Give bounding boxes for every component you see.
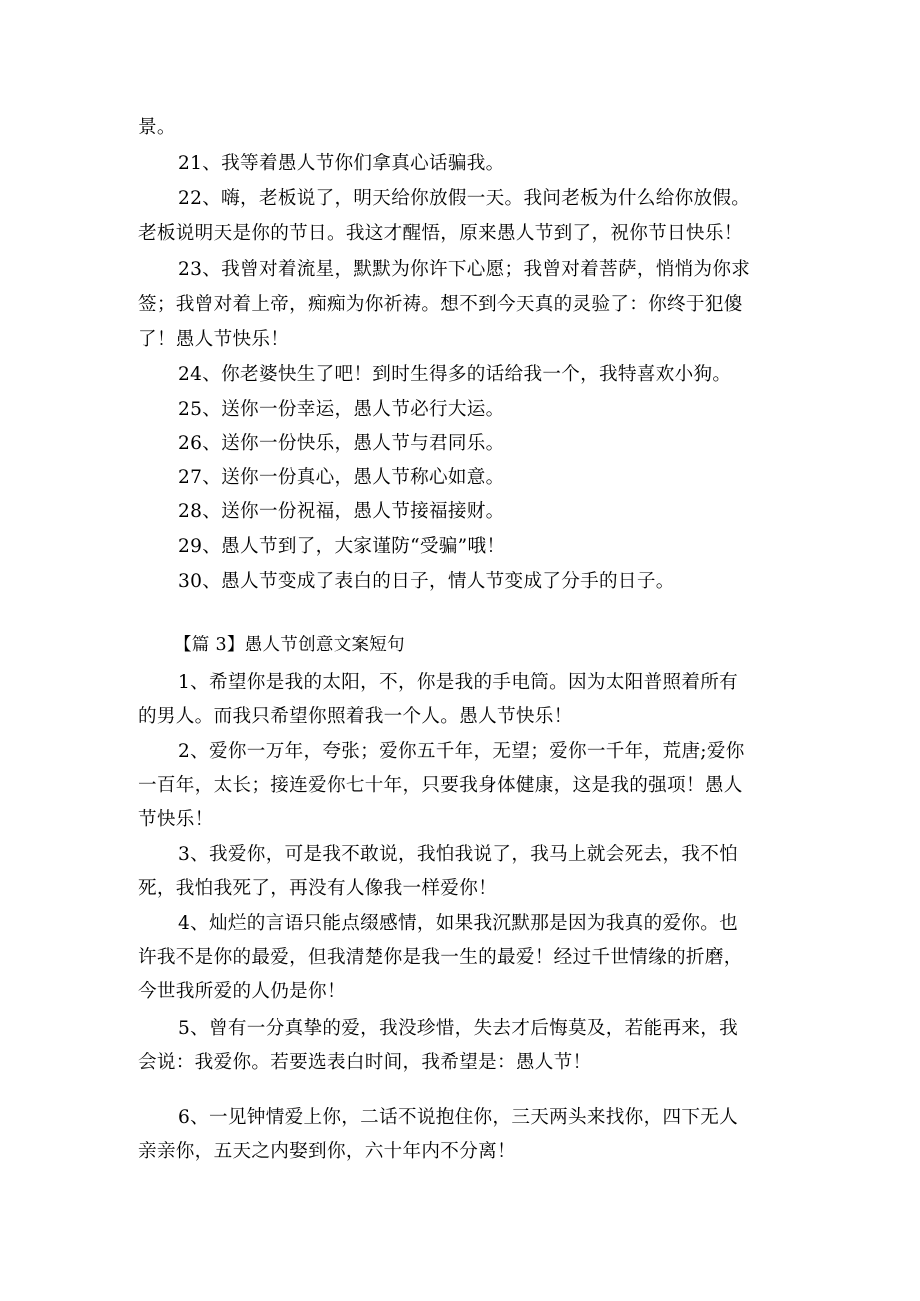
- text-line: 26、送你一份快乐，愚人节与君同乐。: [178, 433, 505, 454]
- text-line: 今世我所爱的人仍是你！: [138, 981, 346, 1002]
- text-line: 5、曾有一分真挚的爱，我没珍惜，失去才后悔莫及，若能再来，我: [178, 1018, 739, 1039]
- text-line: 2、爱你一万年，夸张；爱你五千年，无望；爱你一千年，荒唐;爱你: [178, 741, 745, 762]
- text-line: 亲亲你，五天之内娶到你，六十年内不分离！: [138, 1141, 516, 1162]
- text-line: 22、嗨，老板说了，明天给你放假一天。我问老板为什么给你放假。: [178, 188, 751, 209]
- text-line: 24、你老婆快生了吧！到时生得多的话给我一个，我特喜欢小狗。: [178, 364, 732, 385]
- text-line: 6、一见钟情爱上你，二话不说抱住你，三天两头来找你，四下无人: [178, 1107, 739, 1128]
- text-line: 了！愚人节快乐！: [138, 329, 290, 350]
- text-line: 景。: [138, 117, 176, 138]
- text-line: 许我不是你的最爱，但我清楚你是我一生的最爱！经过千世情缘的折磨，: [138, 947, 743, 968]
- text-line: 的男人。而我只希望你照着我一个人。愚人节快乐！: [138, 706, 573, 727]
- text-line: 27、送你一份真心，愚人节称心如意。: [178, 467, 505, 488]
- text-line: 28、送你一份祝福，愚人节接福接财。: [178, 501, 505, 522]
- text-line: 21、我等着愚人节你们拿真心话骗我。: [178, 153, 505, 174]
- text-line: 会说：我爱你。若要选表白时间，我希望是：愚人节！: [138, 1052, 592, 1073]
- text-line: 节快乐！: [138, 809, 214, 830]
- text-line: 23、我曾对着流星，默默为你许下心愿；我曾对着菩萨，悄悄为你求: [178, 259, 751, 280]
- text-line: 29、愚人节到了，大家谨防“受骗”哦！: [178, 536, 506, 557]
- text-line: 4、灿烂的言语只能点缀感情，如果我沉默那是因为我真的爱你。也: [178, 913, 739, 934]
- text-line: 1、希望你是我的太阳，不，你是我的手电筒。因为太阳普照着所有: [178, 672, 739, 693]
- text-line: 30、愚人节变成了表白的日子，情人节变成了分手的日子。: [178, 571, 675, 592]
- text-line: 死，我怕我死了，再没有人像我一样爱你！: [138, 878, 497, 899]
- text-line: 老板说明天是你的节日。我这才醒悟，原来愚人节到了，祝你节日快乐！: [138, 223, 743, 244]
- section-heading: 【篇 3】愚人节创意文案短句: [174, 635, 405, 655]
- text-line: 3、我爱你，可是我不敢说，我怕我说了，我马上就会死去，我不怕: [178, 844, 739, 865]
- text-line: 一百年，太长；接连爱你七十年，只要我身体健康，这是我的强项！愚人: [138, 775, 743, 796]
- text-line: 25、送你一份幸运，愚人节必行大运。: [178, 399, 505, 420]
- text-line: 签；我曾对着上帝，痴痴为你祈祷。想不到今天真的灵验了：你终于犯傻: [138, 294, 743, 315]
